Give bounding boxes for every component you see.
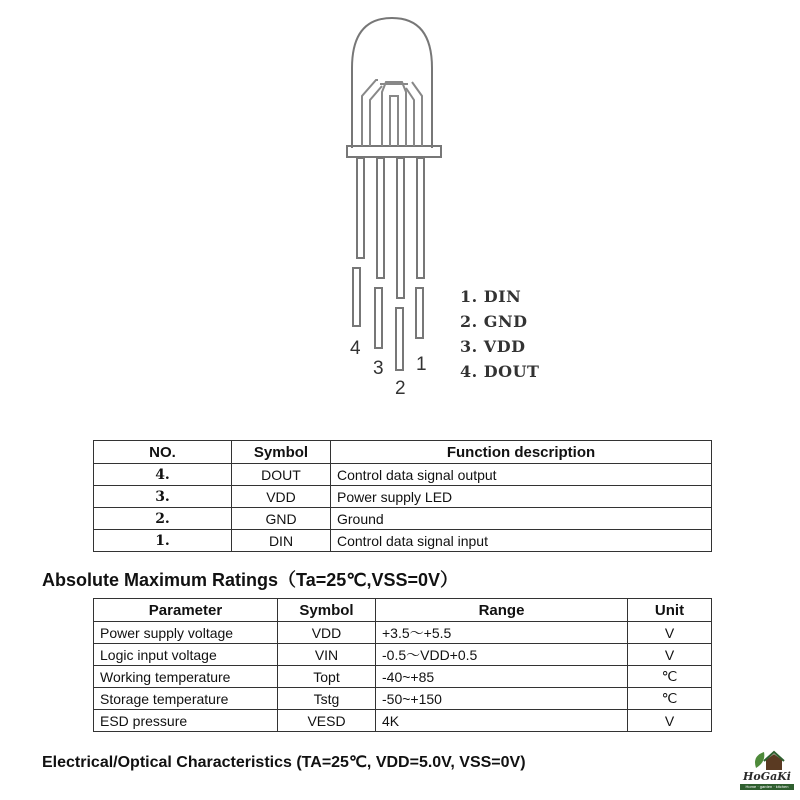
cell-function: Ground bbox=[331, 508, 712, 530]
cell-range: -0.5～VDD+0.5 bbox=[376, 644, 628, 666]
cell-unit: V bbox=[628, 622, 712, 644]
pin-legend bbox=[460, 284, 539, 384]
absolute-max-ratings-title: Absolute Maximum Ratings（Ta=25℃,VSS=0V） bbox=[42, 570, 458, 590]
cell-symbol: Tstg bbox=[278, 688, 376, 710]
cell-no: 2. bbox=[94, 508, 232, 530]
cell-symbol: GND bbox=[232, 508, 331, 530]
header-function: Function description bbox=[331, 441, 712, 464]
header-range: Range bbox=[376, 599, 628, 622]
cell-parameter: Power supply voltage bbox=[94, 622, 278, 644]
table-row bbox=[94, 644, 712, 666]
cell-no: 4. bbox=[94, 464, 232, 486]
cell-function: Control data signal input bbox=[331, 530, 712, 552]
cell-parameter: Working temperature bbox=[94, 666, 278, 688]
leaf-house-icon bbox=[738, 748, 796, 772]
cell-range: +3.5～+5.5 bbox=[376, 622, 628, 644]
cell-unit: V bbox=[628, 644, 712, 666]
pin-legend-item: 1. DIN bbox=[460, 287, 522, 306]
logo-tagline: Home · garden · kitchen bbox=[740, 784, 794, 790]
hogaki-logo bbox=[738, 748, 796, 794]
cell-symbol: DIN bbox=[232, 530, 331, 552]
logo-name: HoGaKi bbox=[743, 770, 791, 783]
header-symbol: Symbol bbox=[232, 441, 331, 464]
table-row bbox=[94, 622, 712, 644]
table-header-row bbox=[94, 599, 712, 622]
cell-no: 1. bbox=[94, 530, 232, 552]
table-row bbox=[94, 666, 712, 688]
header-parameter: Parameter bbox=[94, 599, 278, 622]
cell-no: 3. bbox=[94, 486, 232, 508]
pin-legend-item: 4. DOUT bbox=[460, 362, 540, 381]
cell-parameter: ESD pressure bbox=[94, 710, 278, 732]
cell-symbol: VDD bbox=[278, 622, 376, 644]
cell-range: -40~+85 bbox=[376, 666, 628, 688]
electrical-optical-title: Electrical/Optical Characteristics (TA=25℃, VDD=5.0V, VSS=0V) bbox=[42, 754, 526, 771]
cell-range: 4K bbox=[376, 710, 628, 732]
table-row bbox=[94, 486, 712, 508]
cell-symbol: Topt bbox=[278, 666, 376, 688]
pin-number-4: 4 bbox=[350, 338, 361, 359]
led-lead-frame bbox=[362, 80, 422, 146]
header-unit: Unit bbox=[628, 599, 712, 622]
table-row bbox=[94, 688, 712, 710]
cell-unit: ℃ bbox=[628, 666, 712, 688]
table-row bbox=[94, 464, 712, 486]
cell-unit: V bbox=[628, 710, 712, 732]
table-row bbox=[94, 508, 712, 530]
cell-parameter: Storage temperature bbox=[94, 688, 278, 710]
pin-number-2: 2 bbox=[395, 378, 406, 399]
cell-range: -50~+150 bbox=[376, 688, 628, 710]
cell-symbol: VDD bbox=[232, 486, 331, 508]
pin-number-1: 1 bbox=[416, 354, 427, 375]
header-symbol: Symbol bbox=[278, 599, 376, 622]
table-header-row bbox=[94, 441, 712, 464]
table-row bbox=[94, 530, 712, 552]
pin-legend-item: 3. VDD bbox=[460, 337, 526, 356]
header-no: NO. bbox=[94, 441, 232, 464]
pin-function-table bbox=[93, 440, 712, 552]
pin-number-3: 3 bbox=[373, 358, 384, 379]
cell-parameter: Logic input voltage bbox=[94, 644, 278, 666]
table-row bbox=[94, 710, 712, 732]
cell-symbol: VESD bbox=[278, 710, 376, 732]
led-leads-upper bbox=[357, 158, 424, 298]
absolute-max-ratings-table bbox=[93, 598, 712, 732]
cell-symbol: VIN bbox=[278, 644, 376, 666]
cell-function: Power supply LED bbox=[331, 486, 712, 508]
pin-legend-item: 2. GND bbox=[460, 312, 528, 331]
led-base-flange bbox=[347, 146, 441, 157]
cell-unit: ℃ bbox=[628, 688, 712, 710]
cell-symbol: DOUT bbox=[232, 464, 331, 486]
cell-function: Control data signal output bbox=[331, 464, 712, 486]
led-leads-lower bbox=[353, 268, 423, 370]
